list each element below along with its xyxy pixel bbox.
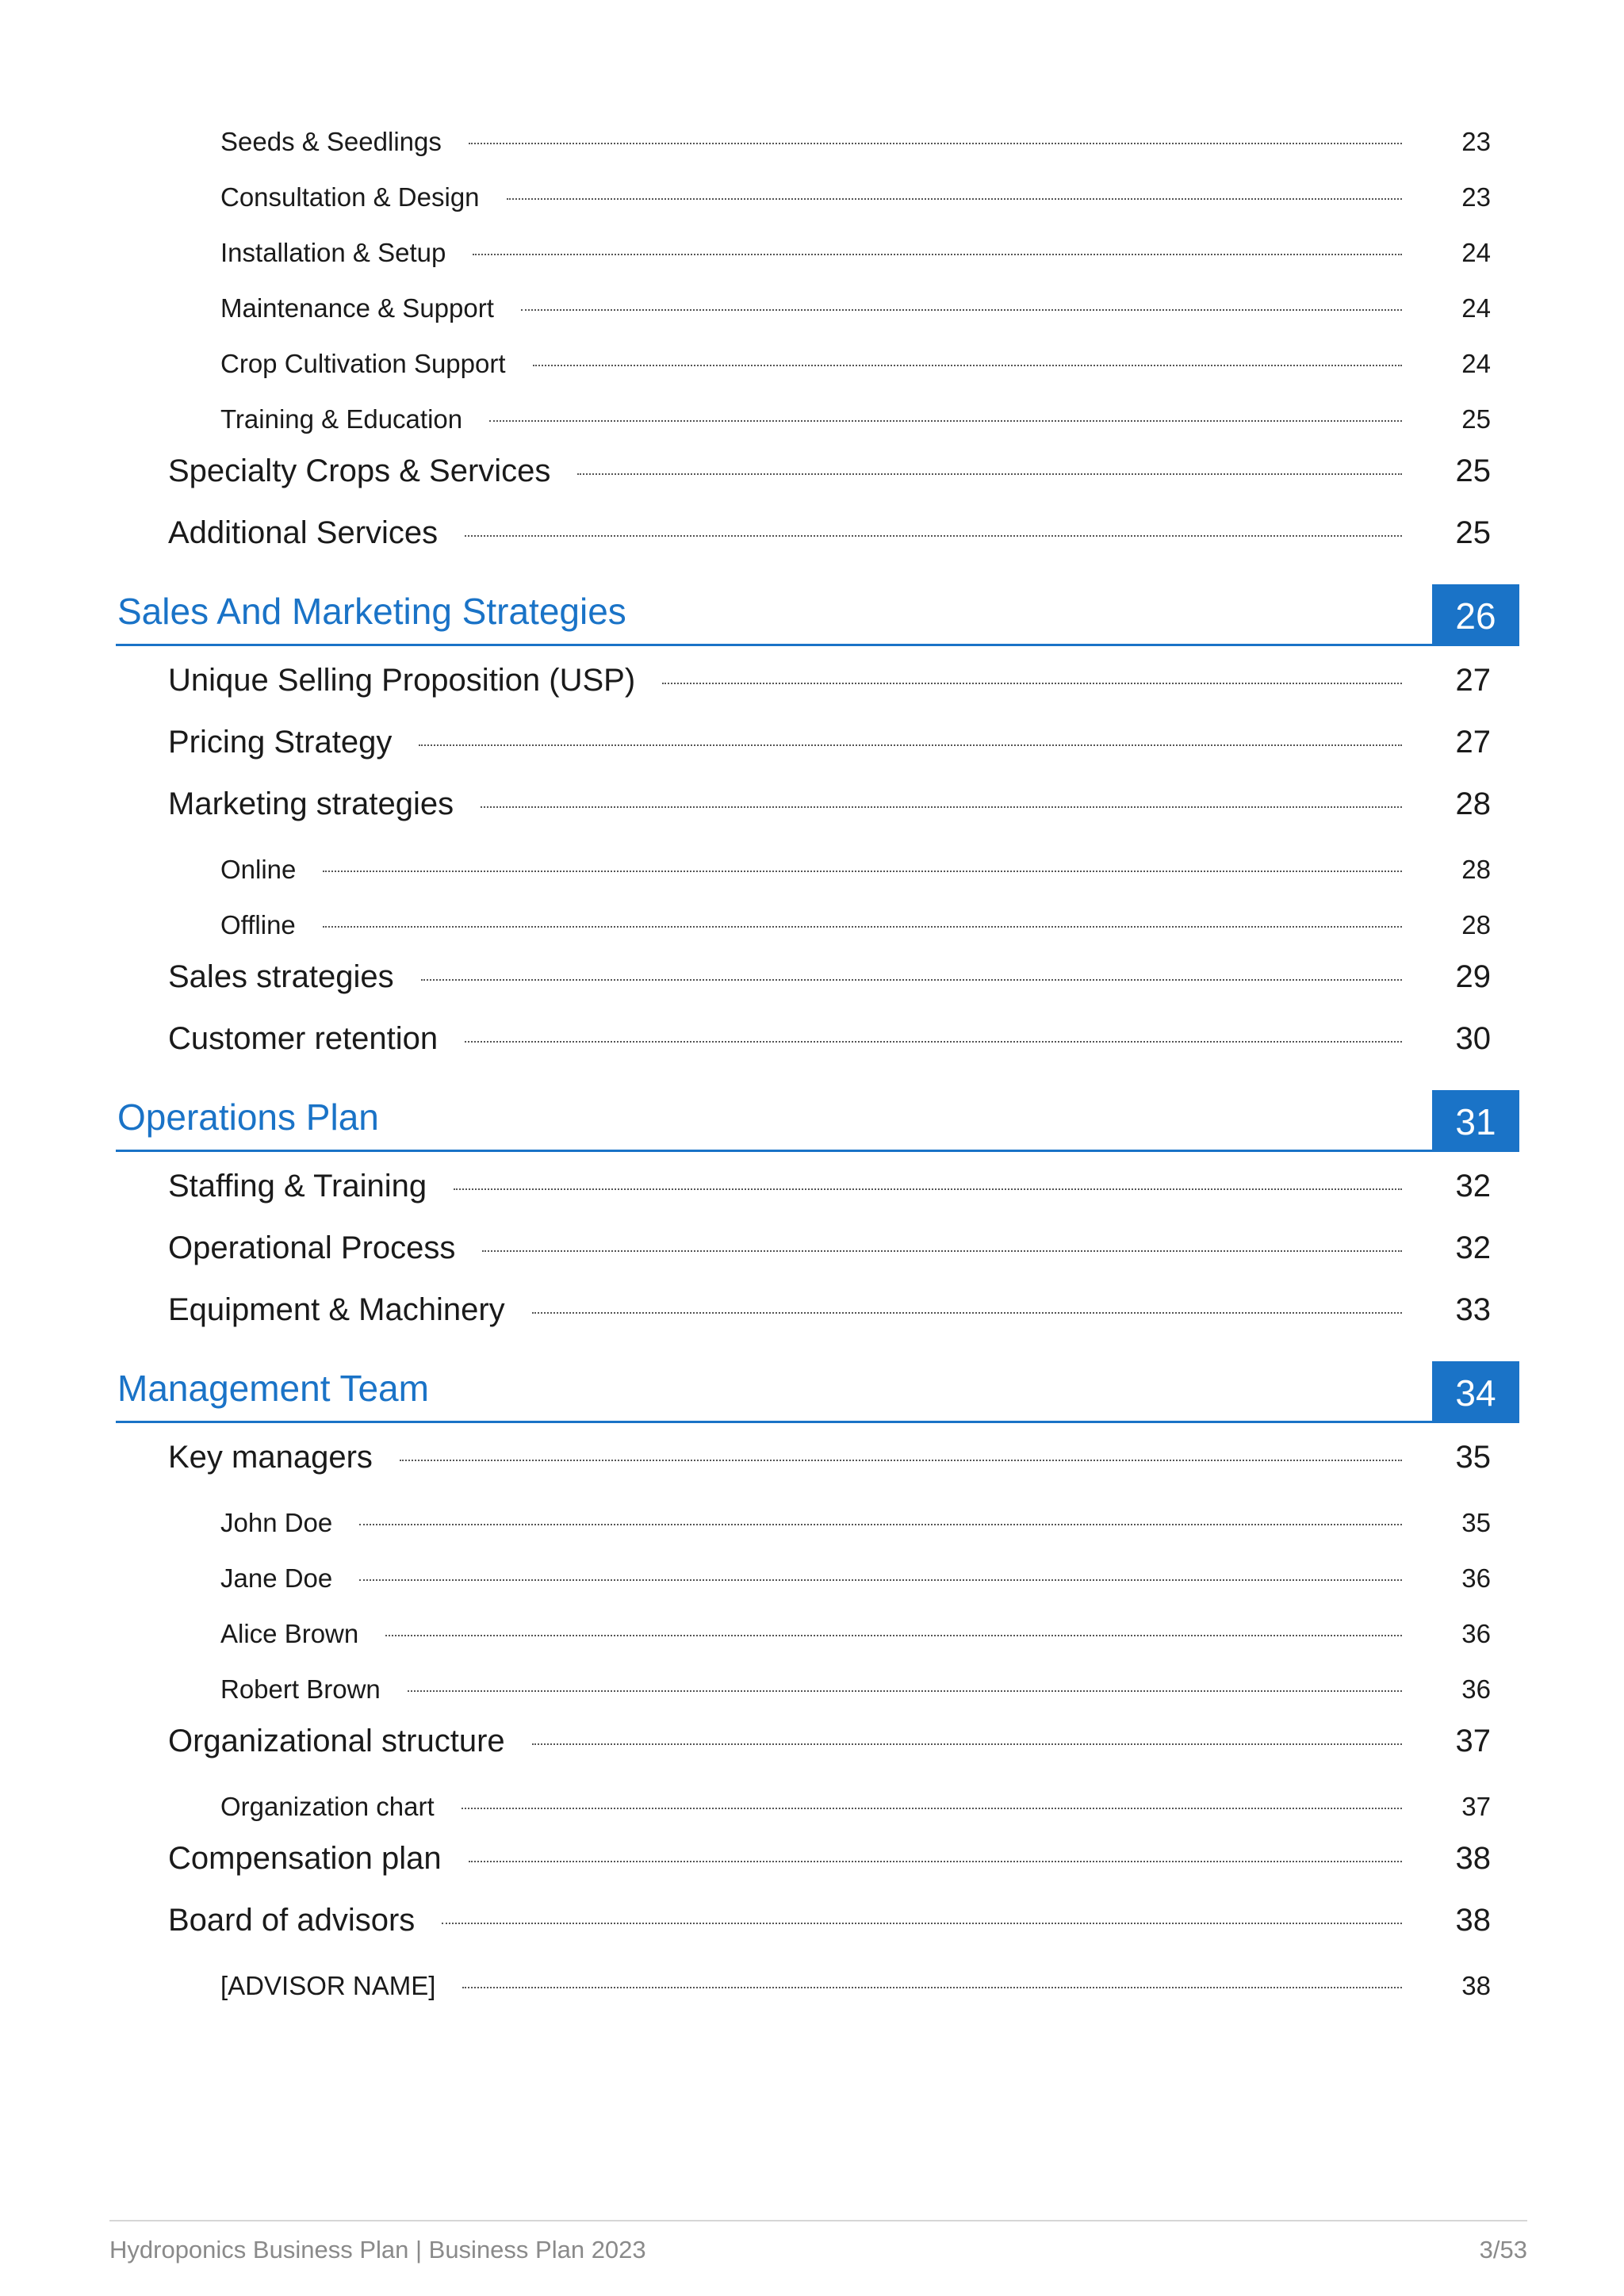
toc-entry-page-number: 24 [1461,293,1491,323]
toc-entry-page-number: 25 [1455,515,1491,550]
toc-entry-label: Online [220,855,297,884]
dotted-leader [521,309,1402,311]
toc-entry[interactable] [220,1792,1491,1822]
dotted-leader [323,871,1402,872]
toc-entry-label: Unique Selling Proposition (USP) [168,663,636,698]
toc-entry-label: Sales strategies [168,959,394,994]
toc-entry[interactable] [168,1230,1491,1266]
toc-entry-page-number: 23 [1461,182,1491,212]
toc-entry-page-number: 27 [1455,725,1491,760]
page-footer [109,2220,1527,2264]
toc-entry[interactable] [168,1292,1491,1328]
dotted-leader [400,1460,1402,1461]
toc-entry-page-number: 38 [1461,1971,1491,2000]
toc-entry-label: Pricing Strategy [168,725,393,760]
toc-entry[interactable] [220,127,1491,157]
dotted-leader [469,143,1402,144]
dotted-leader [465,535,1402,537]
section-title: Sales And Marketing Strategies [117,591,626,632]
toc-entry-label: Marketing strategies [168,786,454,821]
toc-entry-label: Consultation & Design [220,182,480,212]
toc-entry[interactable] [220,182,1491,212]
section-title: Operations Plan [117,1096,379,1138]
toc-entry-page-number: 32 [1455,1230,1491,1265]
toc-entry[interactable] [168,1841,1491,1877]
dotted-leader [532,1743,1402,1745]
toc-entry-label: Key managers [168,1440,373,1475]
toc-entry[interactable] [220,1674,1491,1705]
toc-entry-page-number: 24 [1461,238,1491,267]
toc-entry[interactable] [168,1169,1491,1204]
toc-entry-label: Crop Cultivation Support [220,349,506,378]
toc-entry-page-number: 28 [1455,786,1491,821]
toc-entry[interactable] [220,1619,1491,1649]
toc-entry[interactable] [220,293,1491,323]
toc-entry[interactable] [168,453,1491,489]
toc-entry[interactable] [220,1508,1491,1538]
toc-entry-page-number: 35 [1461,1508,1491,1537]
dotted-leader [454,1188,1402,1190]
toc-entry-label: Customer retention [168,1021,439,1056]
toc-entry-label: Compensation plan [168,1841,442,1876]
section-heading[interactable] [116,1359,1519,1423]
dotted-leader [489,420,1402,422]
dotted-leader [408,1690,1402,1692]
dotted-leader [469,1861,1402,1862]
dotted-leader [532,1312,1402,1314]
toc-entry-label: Organizational structure [168,1724,505,1758]
toc-entry[interactable] [168,786,1491,822]
dotted-leader [473,254,1402,255]
toc-entry-page-number: 37 [1455,1724,1491,1758]
toc-entry[interactable] [220,238,1491,268]
dotted-leader [533,365,1402,366]
toc-entry-page-number: 25 [1461,404,1491,434]
toc-entry-page-number: 38 [1455,1841,1491,1876]
footer-page-number: 3/53 [1479,2236,1527,2263]
toc-entry-label: Staffing & Training [168,1169,427,1203]
dotted-leader [385,1635,1402,1636]
toc-entry[interactable] [220,910,1491,940]
dotted-leader [359,1524,1402,1525]
toc-entry-label: Robert Brown [220,1674,381,1704]
section-page-number: 31 [1432,1090,1519,1152]
toc-entry-label: Additional Services [168,515,439,550]
toc-entry[interactable] [168,1021,1491,1057]
toc-entry-label: Organization chart [220,1792,435,1821]
section-page-number: 34 [1432,1361,1519,1423]
toc-entry-page-number: 37 [1461,1792,1491,1821]
toc-entry-label: Alice Brown [220,1619,359,1648]
section-heading[interactable] [116,582,1519,646]
dotted-leader [419,744,1402,746]
toc-entry[interactable] [220,349,1491,379]
toc-entry-page-number: 28 [1461,910,1491,939]
toc-entry-label: Jane Doe [220,1563,333,1593]
dotted-leader [462,1808,1402,1809]
section-page-number: 26 [1432,584,1519,646]
toc-entry-label: Equipment & Machinery [168,1292,505,1327]
dotted-leader [481,806,1402,808]
toc-entry-page-number: 25 [1455,453,1491,488]
toc-entry-page-number: 23 [1461,127,1491,156]
toc-entry[interactable] [168,725,1491,760]
dotted-leader [421,979,1402,981]
toc-entry-page-number: 29 [1455,959,1491,994]
toc-entry-label: [ADVISOR NAME] [220,1971,436,2000]
toc-entry-label: Specialty Crops & Services [168,453,551,488]
toc-entry[interactable] [168,515,1491,551]
dotted-leader [577,473,1402,475]
dotted-leader [359,1579,1402,1581]
dotted-leader [462,1987,1402,1988]
toc-entry[interactable] [168,1724,1491,1759]
toc-entry-page-number: 27 [1455,663,1491,698]
toc-entry-label: John Doe [220,1508,333,1537]
toc-entry-label: Offline [220,910,296,939]
toc-entry-page-number: 30 [1455,1021,1491,1056]
toc-entry-page-number: 28 [1461,855,1491,884]
toc-entry-label: Seeds & Seedlings [220,127,442,156]
toc-entry[interactable] [168,1903,1491,1938]
toc-entry-page-number: 38 [1455,1903,1491,1938]
section-heading[interactable] [116,1088,1519,1152]
toc-entry-label: Training & Education [220,404,463,434]
toc-entry-page-number: 36 [1461,1674,1491,1704]
dotted-leader [442,1923,1402,1924]
dotted-leader [482,1250,1402,1252]
toc-entry-label: Maintenance & Support [220,293,494,323]
toc-entry[interactable] [220,855,1491,885]
toc-entry[interactable] [220,1563,1491,1594]
dotted-leader [662,683,1402,684]
toc-entry[interactable] [168,959,1491,995]
toc-entry-label: Board of advisors [168,1903,416,1938]
dotted-leader [323,926,1402,928]
footer-document-title: Hydroponics Business Plan | Business Plan 2023 [109,2236,646,2263]
toc-entry[interactable] [220,404,1491,434]
toc-entry-page-number: 24 [1461,349,1491,378]
toc-entry-page-number: 32 [1455,1169,1491,1203]
section-title: Management Team [117,1368,429,1409]
toc-entry-label: Installation & Setup [220,238,446,267]
dotted-leader [465,1041,1402,1043]
toc-entry-page-number: 36 [1461,1619,1491,1648]
toc-entry[interactable] [168,663,1491,698]
toc-entry-page-number: 35 [1455,1440,1491,1475]
toc-entry-label: Operational Process [168,1230,456,1265]
toc-entry-page-number: 33 [1455,1292,1491,1327]
toc-entry[interactable] [220,1971,1491,2001]
toc-entry-page-number: 36 [1461,1563,1491,1593]
toc-entry[interactable] [168,1440,1491,1475]
dotted-leader [507,198,1402,200]
